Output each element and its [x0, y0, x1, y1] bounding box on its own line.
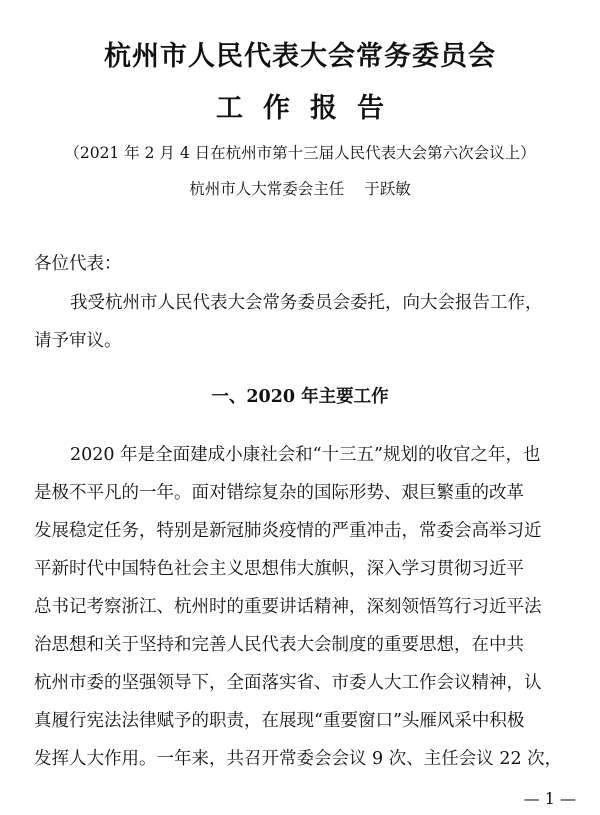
section-line: 2020 年是全面建成小康社会和“十三五”规划的收官之年，也: [70, 445, 541, 465]
section-line: 是极不平凡的一年。面对错综复杂的国际形势、艰巨繁重的改革: [34, 483, 524, 503]
speaker-role: 杭州市人大常委会主任: [189, 180, 345, 198]
intro-line: 请予审议。: [34, 331, 122, 351]
section-line: 总书记考察浙江、杭州时的重要讲话精神，深刻领悟笃行习近平法: [34, 597, 542, 617]
report-title-line2: 工作报告: [216, 93, 404, 124]
section-heading: 一、2020 年主要工作: [211, 387, 389, 407]
section-line: 发挥人大作用。一年来，共召开常委会会议 9 次、主任会议 22 次，: [34, 749, 563, 769]
section-line: 杭州市委的坚强领导下，全面落实省、市委人大工作会议精神，认: [34, 673, 542, 693]
intro-line: 我受杭州市人民代表大会常务委员会委托，向大会报告工作，: [70, 293, 543, 313]
greeting: 各位代表：: [34, 254, 122, 274]
section-line: 真履行宪法法律赋予的职责，在展现“重要窗口”头雁风采中积极: [34, 711, 525, 731]
report-title-line1: 杭州市人民代表大会常务委员会: [104, 41, 496, 72]
section-line: 治思想和关于坚持和完善人民代表大会制度的重要思想，在中共: [34, 635, 524, 655]
report-subtitle: （2021 年 2 月 4 日在杭州市第十三届人民代表大会第六次会议上）: [64, 144, 536, 162]
speaker-line: [0, 177, 600, 199]
page-number: — 1 —: [523, 789, 576, 808]
speaker-name: 于跃敏: [364, 180, 411, 198]
section-line: 平新时代中国特色社会主义思想伟大旗帜，深入学习贯彻习近平: [34, 559, 524, 579]
section-line: 发展稳定任务，特别是新冠肺炎疫情的严重冲击，常委会高举习近: [34, 521, 542, 541]
